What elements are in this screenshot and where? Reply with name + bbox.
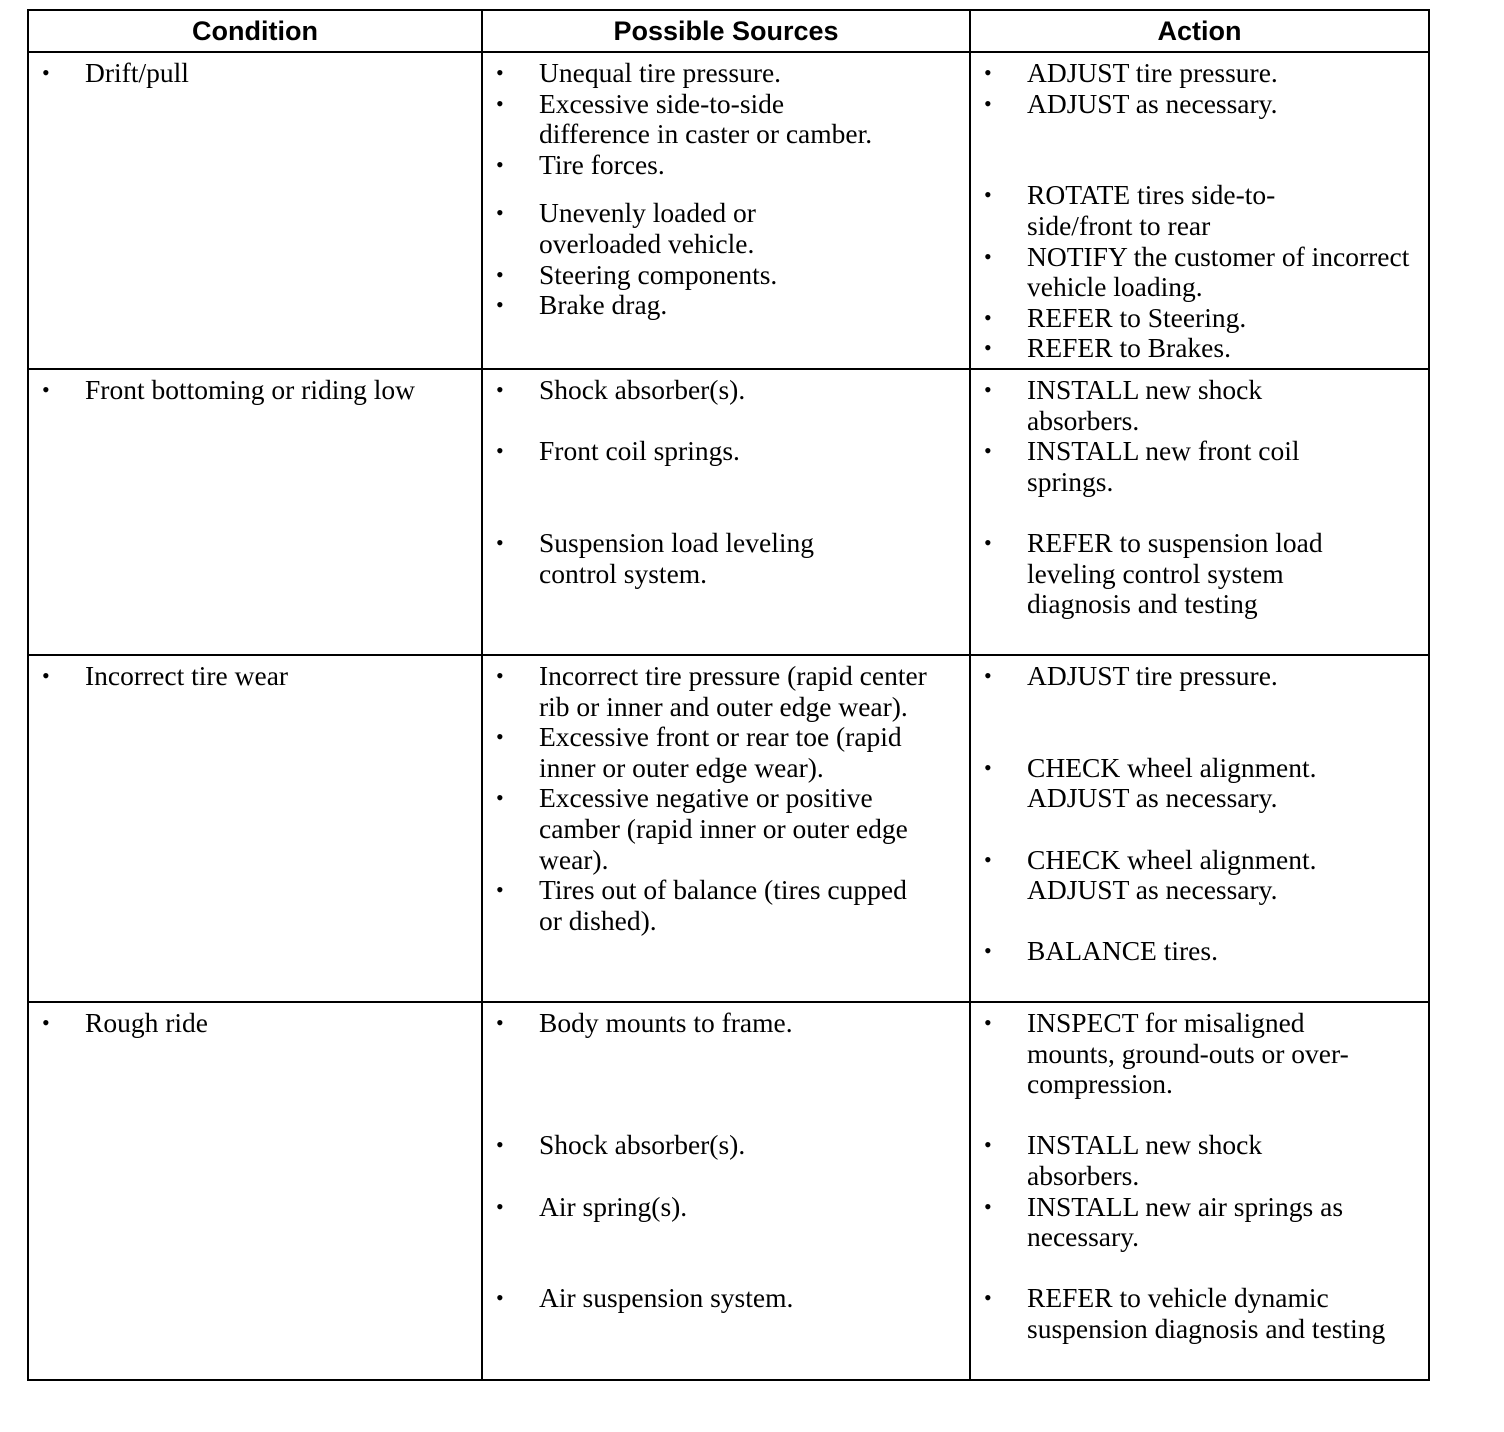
- bullet-icon: •: [984, 60, 992, 85]
- action-text: REFER to Steering.: [1027, 301, 1247, 333]
- condition-cell: [28, 52, 482, 369]
- bullet-icon: •: [496, 1010, 504, 1035]
- list-item: [971, 753, 1428, 814]
- list-item: [483, 1130, 969, 1161]
- bullet-icon: •: [984, 377, 992, 402]
- list-item: [483, 875, 969, 936]
- header-action: Action: [970, 10, 1429, 52]
- list-item: [971, 936, 1428, 967]
- list-item: [483, 528, 969, 589]
- condition-text: Rough ride: [85, 1007, 208, 1038]
- action-text: CHECK wheel alignment. ADJUST as necessary.: [1027, 843, 1317, 906]
- list-item: [971, 1130, 1428, 1191]
- list-item: [483, 290, 969, 321]
- list-item: [483, 1283, 969, 1314]
- bullet-icon: •: [496, 377, 504, 402]
- bullet-icon: •: [496, 151, 504, 177]
- action-text: INSTALL new shock absorbers.: [1027, 374, 1263, 436]
- list-item: [483, 722, 969, 783]
- condition-cell: [28, 1002, 482, 1380]
- list-item: [971, 89, 1428, 120]
- source-text: Unevenly loaded or overloaded vehicle.: [539, 197, 756, 259]
- list-item: [483, 661, 969, 722]
- bullet-icon: •: [984, 1193, 992, 1219]
- bullet-icon: •: [42, 377, 50, 402]
- source-text: Excessive front or rear toe (rapid inner or outer edge wear).: [539, 721, 902, 783]
- list-item: [971, 661, 1428, 692]
- source-text: Suspension load leveling control system.: [539, 526, 814, 589]
- condition-cell: [28, 369, 482, 655]
- bullet-icon: •: [496, 724, 504, 750]
- bullet-icon: •: [984, 243, 992, 269]
- sources-cell: [482, 655, 970, 1002]
- action-text: INSTALL new front coil springs.: [1027, 435, 1300, 497]
- bullet-icon: •: [496, 261, 504, 287]
- actions-cell: [970, 52, 1429, 369]
- source-text: Tire forces.: [539, 148, 665, 180]
- source-text: Tires out of balance (tires cupped or dished).: [539, 874, 907, 936]
- list-item: [971, 528, 1428, 620]
- list-item: [483, 783, 969, 875]
- actions-cell: [970, 369, 1429, 655]
- action-text: INSPECT for misaligned mounts, ground-outs or over-compression.: [1027, 1007, 1349, 1100]
- bullet-icon: •: [496, 60, 504, 85]
- bullet-icon: •: [496, 438, 504, 464]
- list-item: [483, 89, 969, 150]
- bullet-icon: •: [42, 663, 50, 688]
- action-text: ADJUST as necessary.: [1027, 87, 1278, 119]
- action-text: INSTALL new shock absorbers.: [1027, 1129, 1263, 1191]
- table-row: [28, 655, 1429, 1002]
- list-item: [483, 58, 969, 89]
- list-item: [971, 180, 1428, 241]
- list-item: [483, 150, 969, 181]
- condition-text: Drift/pull: [85, 57, 189, 88]
- source-text: Excessive negative or positive camber (rapid inner or outer edge wear).: [539, 782, 908, 875]
- source-text: Air suspension system.: [539, 1282, 794, 1314]
- table-row: [28, 369, 1429, 655]
- table-row: [28, 1002, 1429, 1380]
- list-item: [483, 1008, 969, 1039]
- bullet-icon: •: [984, 938, 992, 964]
- source-text: Unequal tire pressure.: [539, 57, 782, 88]
- list-item: [971, 1008, 1428, 1100]
- sources-cell: [482, 52, 970, 369]
- actions-cell: [970, 1002, 1429, 1380]
- condition-text: Incorrect tire wear: [85, 660, 289, 691]
- source-text: Shock absorber(s).: [539, 374, 746, 405]
- action-text: REFER to vehicle dynamic suspension diagnosis and testing: [1027, 1282, 1386, 1344]
- source-text: Incorrect tire pressure (rapid center rib or inner and outer edge wear).: [539, 660, 927, 722]
- bullet-icon: •: [984, 438, 992, 464]
- list-item: [971, 242, 1428, 303]
- bullet-icon: •: [496, 1285, 504, 1311]
- condition-cell: [28, 655, 482, 1002]
- header-possible-sources: Possible Sources: [482, 10, 970, 52]
- diagnosis-table: [27, 9, 1430, 1381]
- list-item: [971, 58, 1428, 89]
- condition-text: Front bottoming or riding low: [85, 374, 415, 405]
- bullet-icon: •: [42, 60, 50, 85]
- sources-cell: [482, 1002, 970, 1380]
- actions-cell: [970, 655, 1429, 1002]
- bullet-icon: •: [984, 846, 992, 872]
- list-item: [483, 1192, 969, 1223]
- list-item: [971, 1192, 1428, 1253]
- list-item: [483, 260, 969, 291]
- bullet-icon: •: [984, 1010, 992, 1035]
- action-text: ADJUST tire pressure.: [1027, 57, 1278, 88]
- action-text: ADJUST tire pressure.: [1027, 660, 1278, 691]
- bullet-icon: •: [984, 304, 992, 330]
- bullet-icon: •: [496, 529, 504, 555]
- action-text: NOTIFY the customer of incorrect vehicle loading.: [1027, 240, 1410, 303]
- bullet-icon: •: [496, 1132, 504, 1158]
- bullet-icon: •: [984, 1285, 992, 1311]
- source-text: Shock absorber(s).: [539, 1129, 746, 1161]
- source-text: Front coil springs.: [539, 435, 740, 467]
- list-item: [483, 198, 969, 259]
- list-item: [971, 845, 1428, 906]
- bullet-icon: •: [496, 90, 504, 116]
- bullet-icon: •: [984, 1132, 992, 1158]
- header-condition: Condition: [28, 10, 482, 52]
- bullet-icon: •: [984, 182, 992, 208]
- list-item: [971, 436, 1428, 497]
- source-text: Brake drag.: [539, 289, 668, 321]
- list-item: [971, 303, 1428, 334]
- list-item: [483, 436, 969, 467]
- header-row: [28, 10, 1429, 52]
- bullet-icon: •: [496, 1193, 504, 1219]
- source-text: Body mounts to frame.: [539, 1007, 793, 1038]
- bullet-icon: •: [984, 754, 992, 780]
- bullet-icon: •: [496, 785, 504, 811]
- bullet-icon: •: [496, 663, 504, 688]
- action-text: REFER to Brakes.: [1027, 332, 1231, 364]
- bullet-icon: •: [496, 200, 504, 226]
- bullet-icon: •: [496, 292, 504, 318]
- list-item: [483, 375, 969, 406]
- bullet-icon: •: [42, 1010, 50, 1035]
- list-item: [971, 1283, 1428, 1344]
- list-item: [971, 375, 1428, 436]
- list-item: [29, 375, 481, 406]
- action-text: REFER to suspension load leveling control system diagnosis and testing: [1027, 526, 1323, 620]
- source-text: Air spring(s).: [539, 1190, 688, 1222]
- bullet-icon: •: [984, 663, 992, 688]
- sources-cell: [482, 369, 970, 655]
- action-text: ROTATE tires side-to-side/front to rear: [1027, 179, 1276, 241]
- action-text: BALANCE tires.: [1027, 935, 1218, 967]
- source-text: Excessive side-to-side difference in caster or camber.: [539, 87, 873, 150]
- table-row: [28, 52, 1429, 369]
- action-text: CHECK wheel alignment. ADJUST as necessary.: [1027, 751, 1317, 814]
- bullet-icon: •: [496, 877, 504, 903]
- bullet-icon: •: [984, 90, 992, 116]
- list-item: [971, 333, 1428, 364]
- bullet-icon: •: [984, 529, 992, 555]
- source-text: Steering components.: [539, 258, 778, 290]
- bullet-icon: •: [984, 335, 992, 361]
- list-item: [29, 58, 481, 89]
- action-text: INSTALL new air springs as necessary.: [1027, 1190, 1344, 1253]
- list-item: [29, 1008, 481, 1039]
- list-item: [29, 661, 481, 692]
